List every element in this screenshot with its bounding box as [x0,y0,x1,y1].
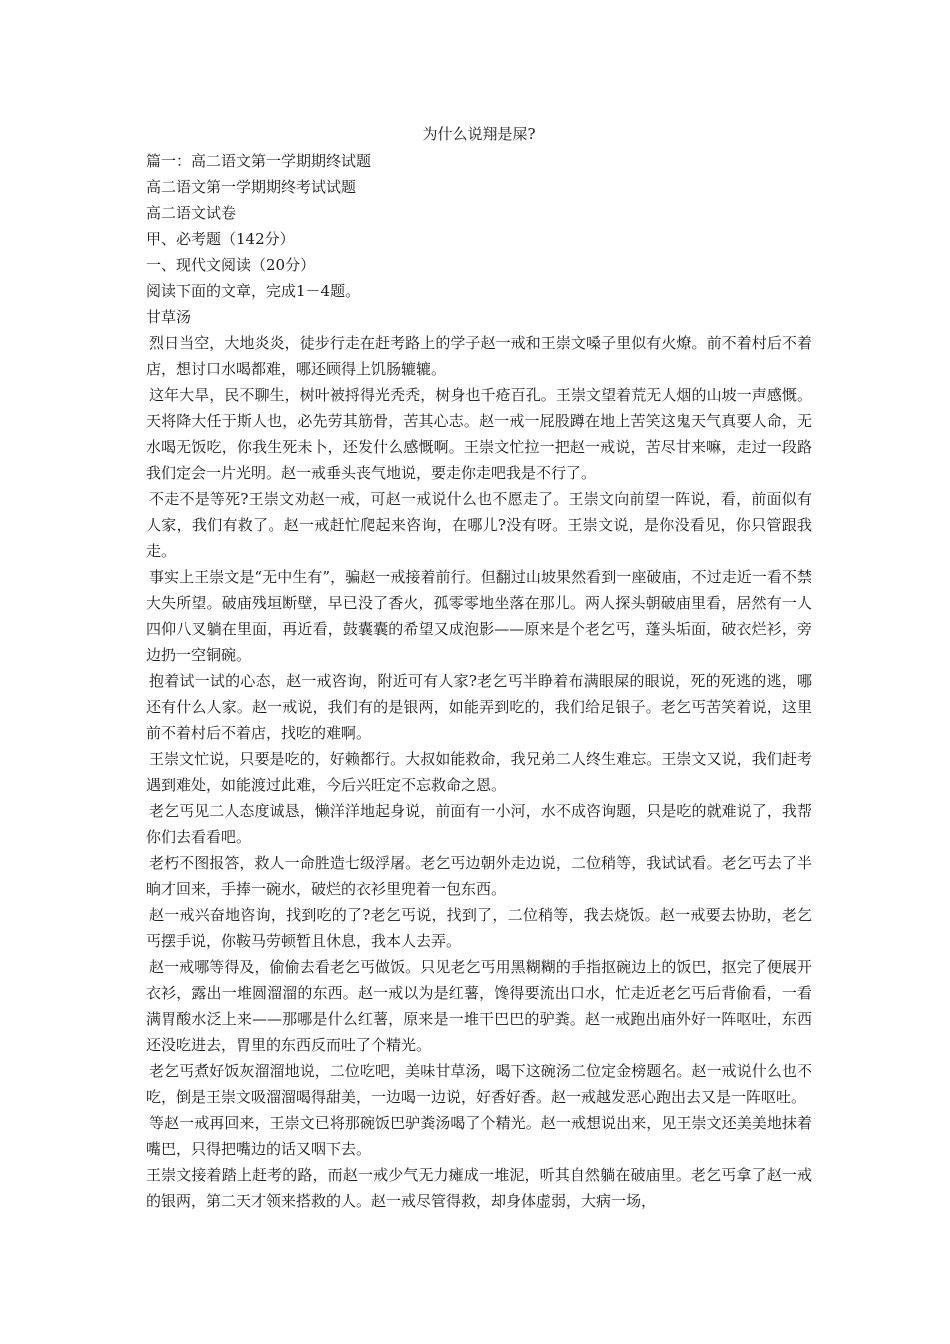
article-source-heading: 篇一：高二语文第一学期期终试题 [146,152,372,170]
paragraph: 老乞丐见二人态度诚恳，懒洋洋地起身说，前面有一小河，水不成咨询题，只是吃的就难说了，我帮你们去看看吧。 [146,802,812,846]
paragraph: 老乞丐煮好饭灰溜溜地说，二位吃吧，美味甘草汤，喝下这碗汤二位定金榜题名。赵一戒说什么也不吃，倒是王崇文吸溜溜喝得甜美，一边喝一边说，好香好香。赵一戒越发恶心跑出去又是一阵呕吐。 [146,1062,812,1106]
document-title: 为什么说翔是屎? [422,125,536,143]
paragraph: 抱着试一试的心态，赵一戒咨询，附近可有人家?老乞丐半睁着布满眼屎的眼说，死的死逃的逃，哪还有什么人家。赵一戒说，我们有的是银两，如能弄到吃的，我们给足银子。老乞丐苦笑着说，这里前不着村后不着店，找吃的难啊。 [146,672,812,742]
paper-title: 高二语文试卷 [146,204,237,222]
paragraph: 烈日当空，大地炎炎，徒步行走在赶考路上的学子赵一戒和王崇文嗓子里似有火燎。前不着村后不着店，想讨口水喝都难，哪还顾得上饥肠辘辘。 [146,334,812,378]
paragraph: 王崇文忙说，只要是吃的，好赖都行。大叔如能救命，我兄弟二人终生难忘。王崇文又说，我们赶考遇到难处，如能渡过此难，今后兴旺定不忘救命之恩。 [146,750,812,794]
section-heading: 甲、必考题（142分） [146,230,295,248]
paragraph: 这年大旱，民不聊生，树叶被捋得光秃秃，树身也千疮百孔。王崇文望着荒无人烟的山坡一声感慨。天将降大任于斯人也，必先劳其筋骨，苦其心志。赵一戒一屁股蹲在地上苦笑这鬼天气真要人命，无水喝无饭吃，你我生死未卜，还发什么感慨啊。王崇文忙拉一把赵一戒说，苦尽甘来嘛，走过一段路我们定会一片光明。赵一戒垂头丧气地说，要走你走吧我是不行了。 [146,386,812,482]
paragraph: 不走不是等死?王崇文劝赵一戒，可赵一戒说什么也不愿走了。王崇文向前望一阵说，看，前面似有人家，我们有救了。赵一戒赶忙爬起来咨询，在哪儿?没有呀。王崇文说，是你没看见，你只管跟我走。 [146,490,812,560]
paragraph: 老朽不图报答，救人一命胜造七级浮屠。老乞丐边朝外走边说，二位稍等，我试试看。老乞丐去了半晌才回来，手捧一碗水，破烂的衣衫里兜着一包东西。 [146,854,812,898]
paragraph: 赵一戒哪等得及，偷偷去看老乞丐做饭。只见老乞丐用黑糊糊的手指抠碗边上的饭巴，抠完了便展开衣衫，露出一堆圆溜溜的东西。赵一戒以为是红薯，馋得要流出口水，忙走近老乞丐后背偷看，一看满胃酸水泛上来——那哪是什么红薯，原来是一堆干巴巴的驴粪。赵一戒跑出庙外好一阵呕吐，东西还没吃进去，胃里的东西反而吐了个精光。 [146,958,812,1054]
paragraph: 事实上王崇文是“无中生有”，骗赵一戒接着前行。但翻过山坡果然看到一座破庙，不过走近一看不禁大失所望。破庙残垣断壁，早已没了香火，孤零零地坐落在那儿。两人探头朝破庙里看，居然有一人四仰八叉躺在里面，再近看，鼓囊囊的希望又成泡影——原来是个老乞丐，蓬头垢面，破衣烂衫，旁边扔一空铜碗。 [146,568,812,664]
document-page [146,122,812,1214]
paragraph: 等赵一戒再回来，王崇文已将那碗饭巴驴粪汤喝了个精光。赵一戒想说出来，见王崇文还美美地抹着嘴巴，只得把嘴边的话又咽下去。 [146,1114,812,1158]
paragraph: 赵一戒兴奋地咨询，找到吃的了?老乞丐说，找到了，二位稍等，我去烧饭。赵一戒要去协助，老乞丐摆手说，你鞍马劳顿暂且休息，我本人去弄。 [146,906,812,950]
instruction-text: 阅读下面的文章，完成1－4题。 [146,282,361,300]
story-title: 甘草汤 [146,308,192,326]
exam-title: 高二语文第一学期期终考试试题 [146,178,357,196]
paragraph: 王崇文接着踏上赶考的路，而赵一戒少气无力瘫成一堆泥，听其自然躺在破庙里。老乞丐拿了赵一戒的银两，第二天才领来搭救的人。赵一戒尽管得救，却身体虚弱，大病一场， [146,1166,812,1210]
subsection-heading: 一、现代文阅读（20分） [146,256,316,274]
